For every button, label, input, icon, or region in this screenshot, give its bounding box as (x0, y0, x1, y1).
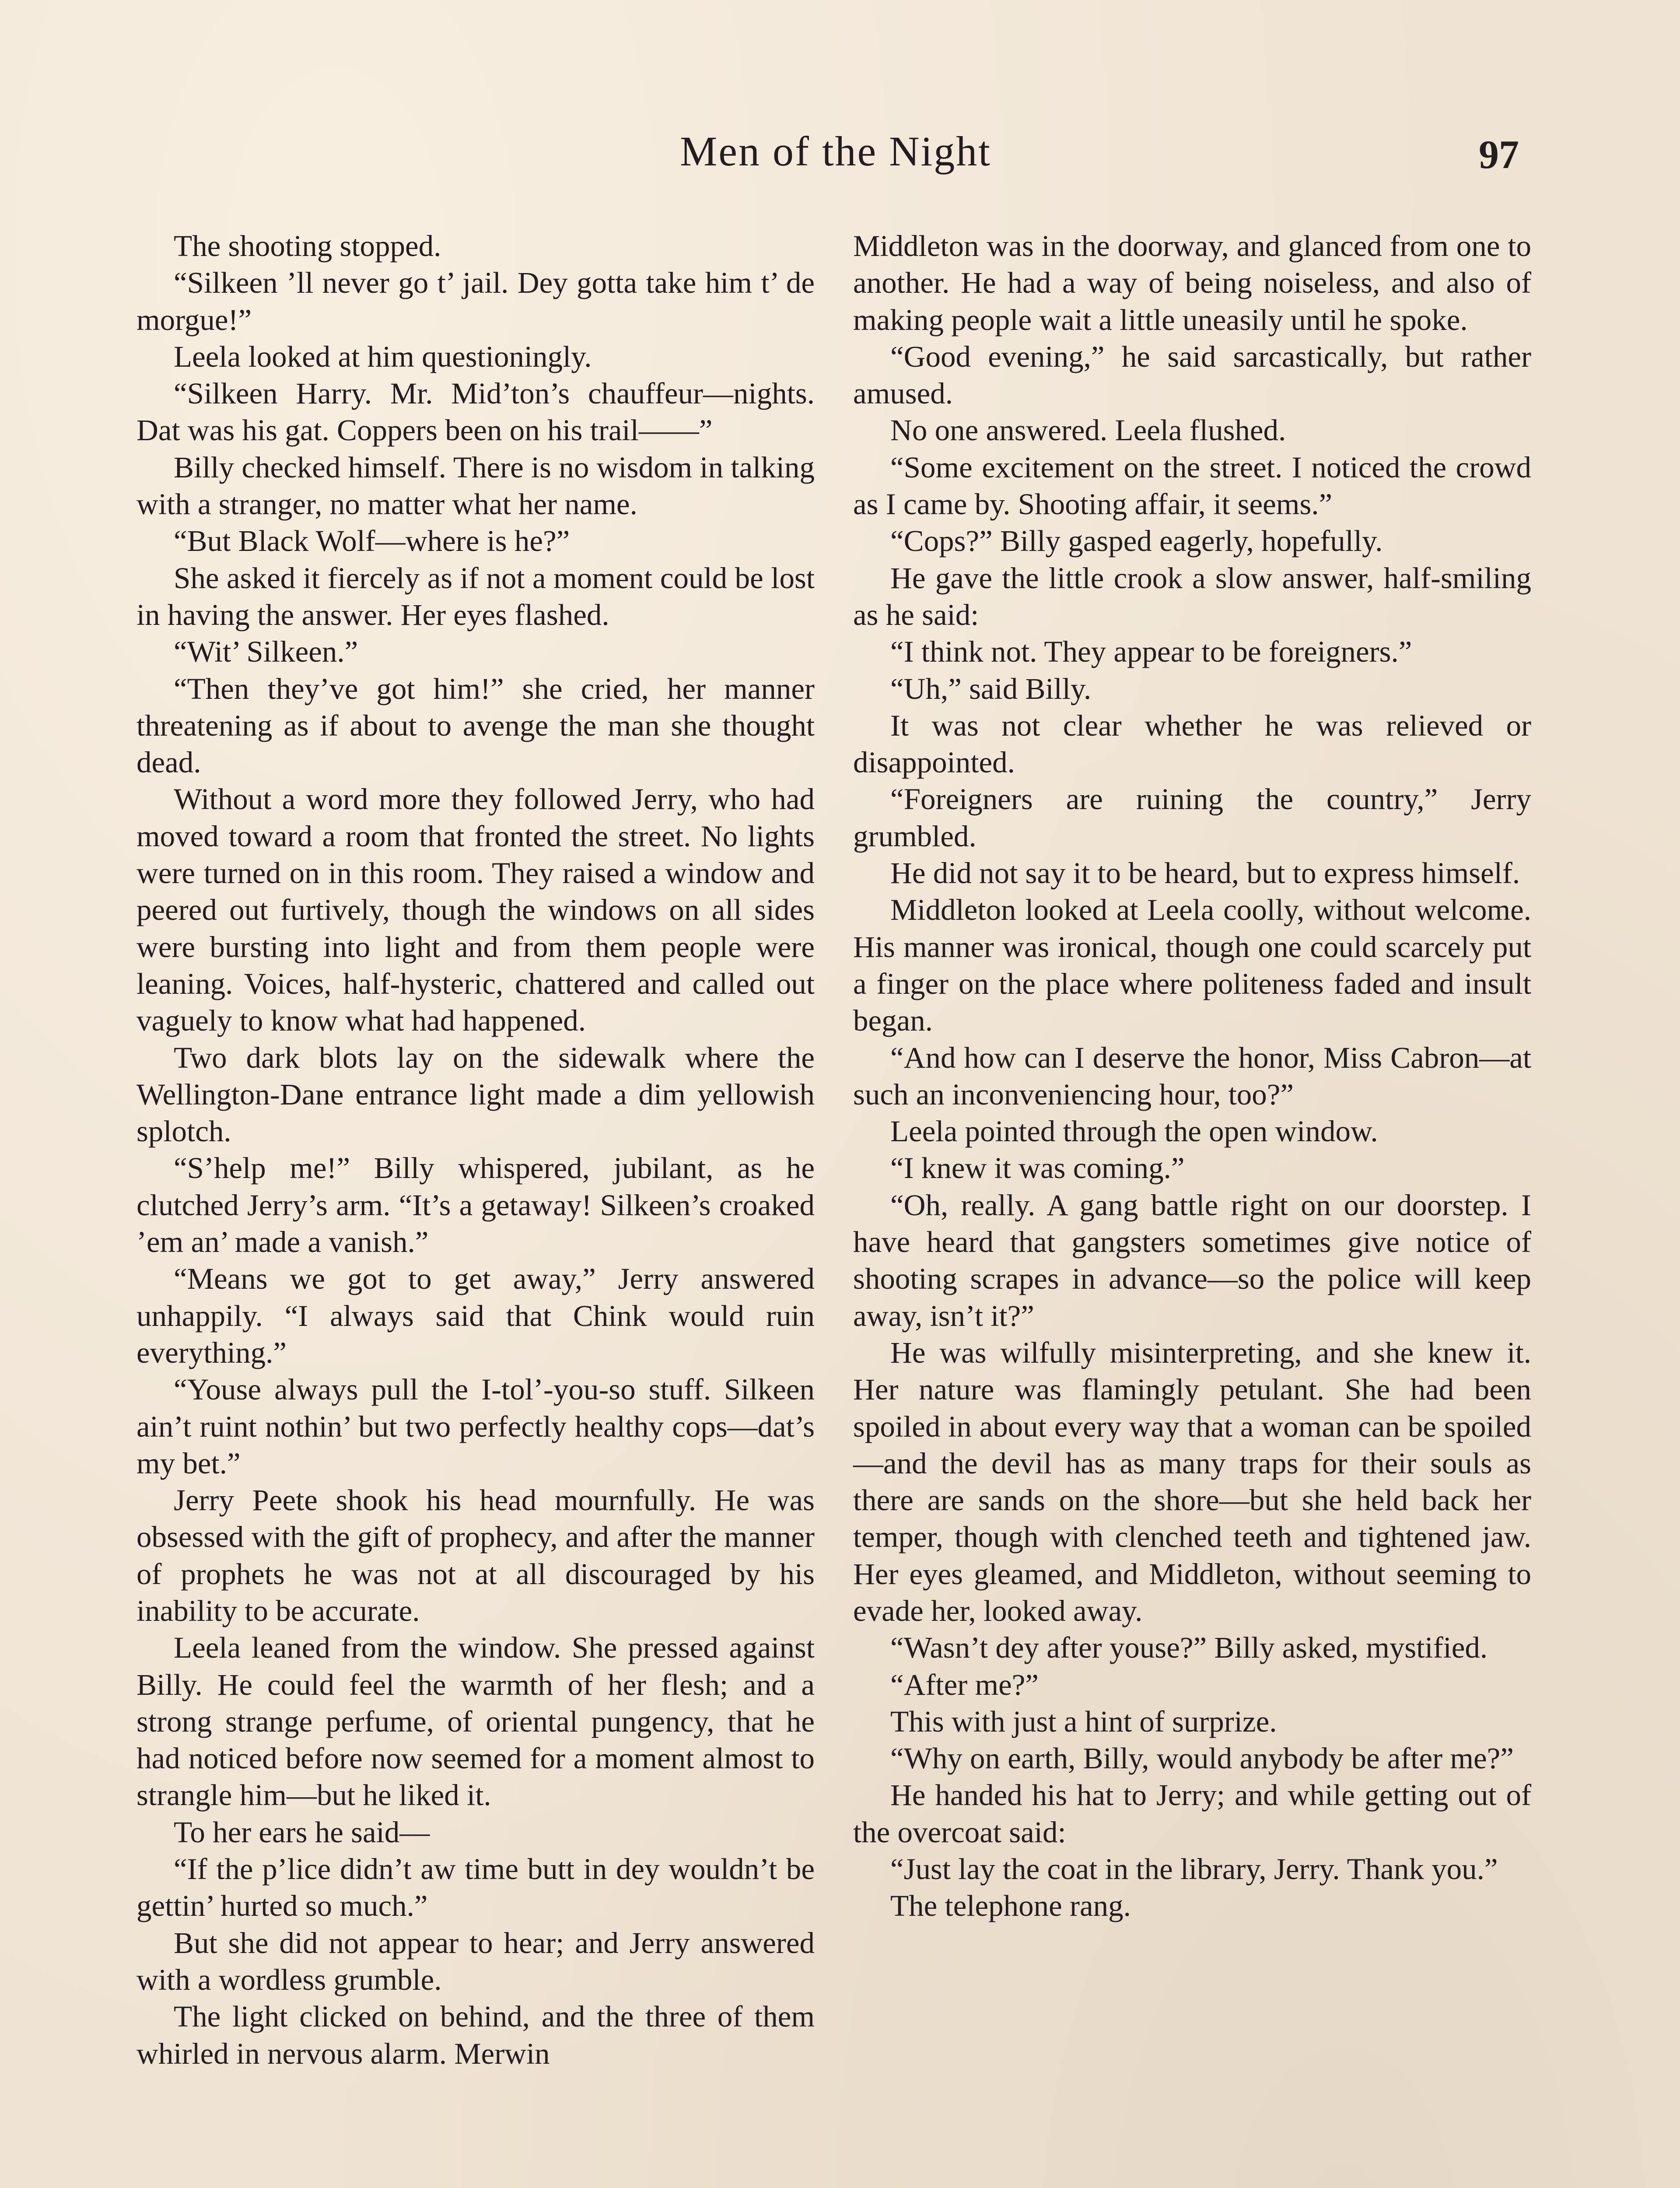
paragraph: He was wilfully misinterpreting, and she knew it. Her nature was flamingly petulant. She had been spoiled in about every way that a woman can be spoiled—and the devil has as many traps for their souls as there are sands on the shore—but she held back her temper, though with clenched teeth and tightened jaw. Her eyes gleamed, and Middleton, without seeming to evade her, looked away. (853, 1336, 1531, 1627)
paragraph: “Uh,” said Billy. (890, 672, 1092, 705)
paragraph: To her ears he said— (174, 1815, 430, 1849)
paragraph: “Foreigners are ruining the country,” Jerry grumbled. (853, 782, 1531, 853)
paragraph: “After me?” (890, 1668, 1039, 1701)
paragraph-continued: Middleton was in the doorway, and glanced from one to another. He had a way of being noiseless, and also of making people wait a little uneasily until he spoke. (853, 229, 1531, 337)
paragraph: Leela looked at him questioningly. (174, 340, 592, 373)
paragraph: He gave the little crook a slow answer, half-smiling as he said: (853, 561, 1531, 631)
paragraph: “But Black Wolf—where is he?” (174, 524, 570, 558)
paragraph: “Means we got to get away,” Jerry answered unhappily. “I always said that Chink would ruin everything.” (136, 1262, 815, 1369)
running-head: Men of the Night (680, 128, 991, 175)
paragraph: “Wit’ Silkeen.” (174, 635, 358, 669)
paragraph: “If the p’lice didn’t aw time butt in dey wouldn’t be gettin’ hurted so much.” (136, 1852, 815, 1923)
paragraph: “S’help me!” Billy whispered, jubilant, as he clutched Jerry’s arm. “It’s a getaway! Silkeen’s croaked ’em an’ made a vanish.” (136, 1151, 815, 1259)
paragraph: “Wasn’t dey after youse?” Billy asked, mystified. (890, 1631, 1488, 1665)
paragraph: “Silkeen Harry. Mr. Mid’ton’s chauffeur—nights. Dat was his gat. Coppers been on his trail——” (136, 377, 815, 447)
paragraph: The light clicked on behind, and the three of them whirled in nervous alarm. Merwin (136, 2000, 815, 2070)
paragraph: “Just lay the coat in the library, Jerry. Thank you.” (890, 1852, 1498, 1886)
paragraph: It was not clear whether he was relieved or disappointed. (853, 708, 1531, 779)
paragraph: “I knew it was coming.” (890, 1151, 1185, 1185)
paragraph: “Then they’ve got him!” she cried, her manner threatening as if about to avenge the man she thought dead. (136, 672, 815, 779)
paragraph: Leela leaned from the window. She pressed against Billy. He could feel the warmth of her flesh; and a strong strange perfume, of oriental pungency, that he had noticed before now seemed for a moment almost to strangle him—but he liked it. (136, 1631, 815, 1812)
paragraph: This with just a hint of surprize. (890, 1704, 1277, 1738)
left-column (136, 228, 815, 2072)
paragraph: “Why on earth, Billy, would anybody be after me?” (890, 1742, 1514, 1775)
paragraph: “And how can I deserve the honor, Miss Cabron—at such an inconveniencing hour, too?” (853, 1041, 1531, 1111)
paragraph: Middleton looked at Leela coolly, without welcome. His manner was ironical, though one could scarcely put a finger on the place where politeness faded and insult began. (853, 893, 1531, 1038)
paragraph: Two dark blots lay on the sidewalk where the Wellington-Dane entrance light made a dim yellowish splotch. (136, 1041, 815, 1148)
paragraph: “Silkeen ’ll never go t’ jail. Dey gotta take him t’ de morgue!” (136, 266, 815, 337)
paragraph: “Some excitement on the street. I noticed the crowd as I came by. Shooting affair, it seems.” (853, 450, 1531, 521)
paragraph: No one answered. Leela flushed. (890, 414, 1286, 447)
paragraph: “Oh, really. A gang battle right on our doorstep. I have heard that gangsters sometimes give notice of shooting scrapes in advance—so the police will keep away, isn’t it?” (853, 1188, 1531, 1332)
paragraph: “Good evening,” he said sarcastically, but rather amused. (853, 340, 1531, 410)
paragraph: He did not say it to be heard, but to express himself. (890, 856, 1520, 890)
paragraph: The shooting stopped. (174, 229, 441, 263)
page-number: 97 (1479, 132, 1519, 177)
paragraph: “Cops?” Billy gasped eagerly, hopefully. (890, 524, 1383, 558)
paragraph: Billy checked himself. There is no wisdom in talking with a stranger, no matter what her name. (136, 450, 815, 521)
paragraph: But she did not appear to hear; and Jerry answered with a wordless grumble. (136, 1926, 815, 1996)
paragraph: He handed his hat to Jerry; and while getting out of the overcoat said: (853, 1778, 1531, 1849)
right-column (853, 228, 1531, 1925)
paragraph: “Youse always pull the I-tol’-you-so stuff. Silkeen ain’t ruint nothin’ but two perfectly healthy cops—dat’s my bet.” (136, 1373, 815, 1480)
paragraph: Leela pointed through the open window. (890, 1115, 1378, 1148)
paragraph: Without a word more they followed Jerry, who had moved toward a room that fronted the street. No lights were turned on in this room. They raised a window and peered out furtively, though the windows on all sides were bursting into light and from them people were leaning. Voices, half-hysteric, chattered and called out vaguely to know what had happened. (136, 782, 815, 1038)
paragraph: She asked it fiercely as if not a moment could be lost in having the answer. Her eyes flashed. (136, 561, 815, 631)
paragraph: Jerry Peete shook his head mournfully. He was obsessed with the gift of prophecy, and after the manner of prophets he was not at all discouraged by his inability to be accurate. (136, 1483, 815, 1627)
paragraph: The telephone rang. (890, 1889, 1131, 1923)
paragraph: “I think not. They appear to be foreigners.” (890, 635, 1412, 669)
